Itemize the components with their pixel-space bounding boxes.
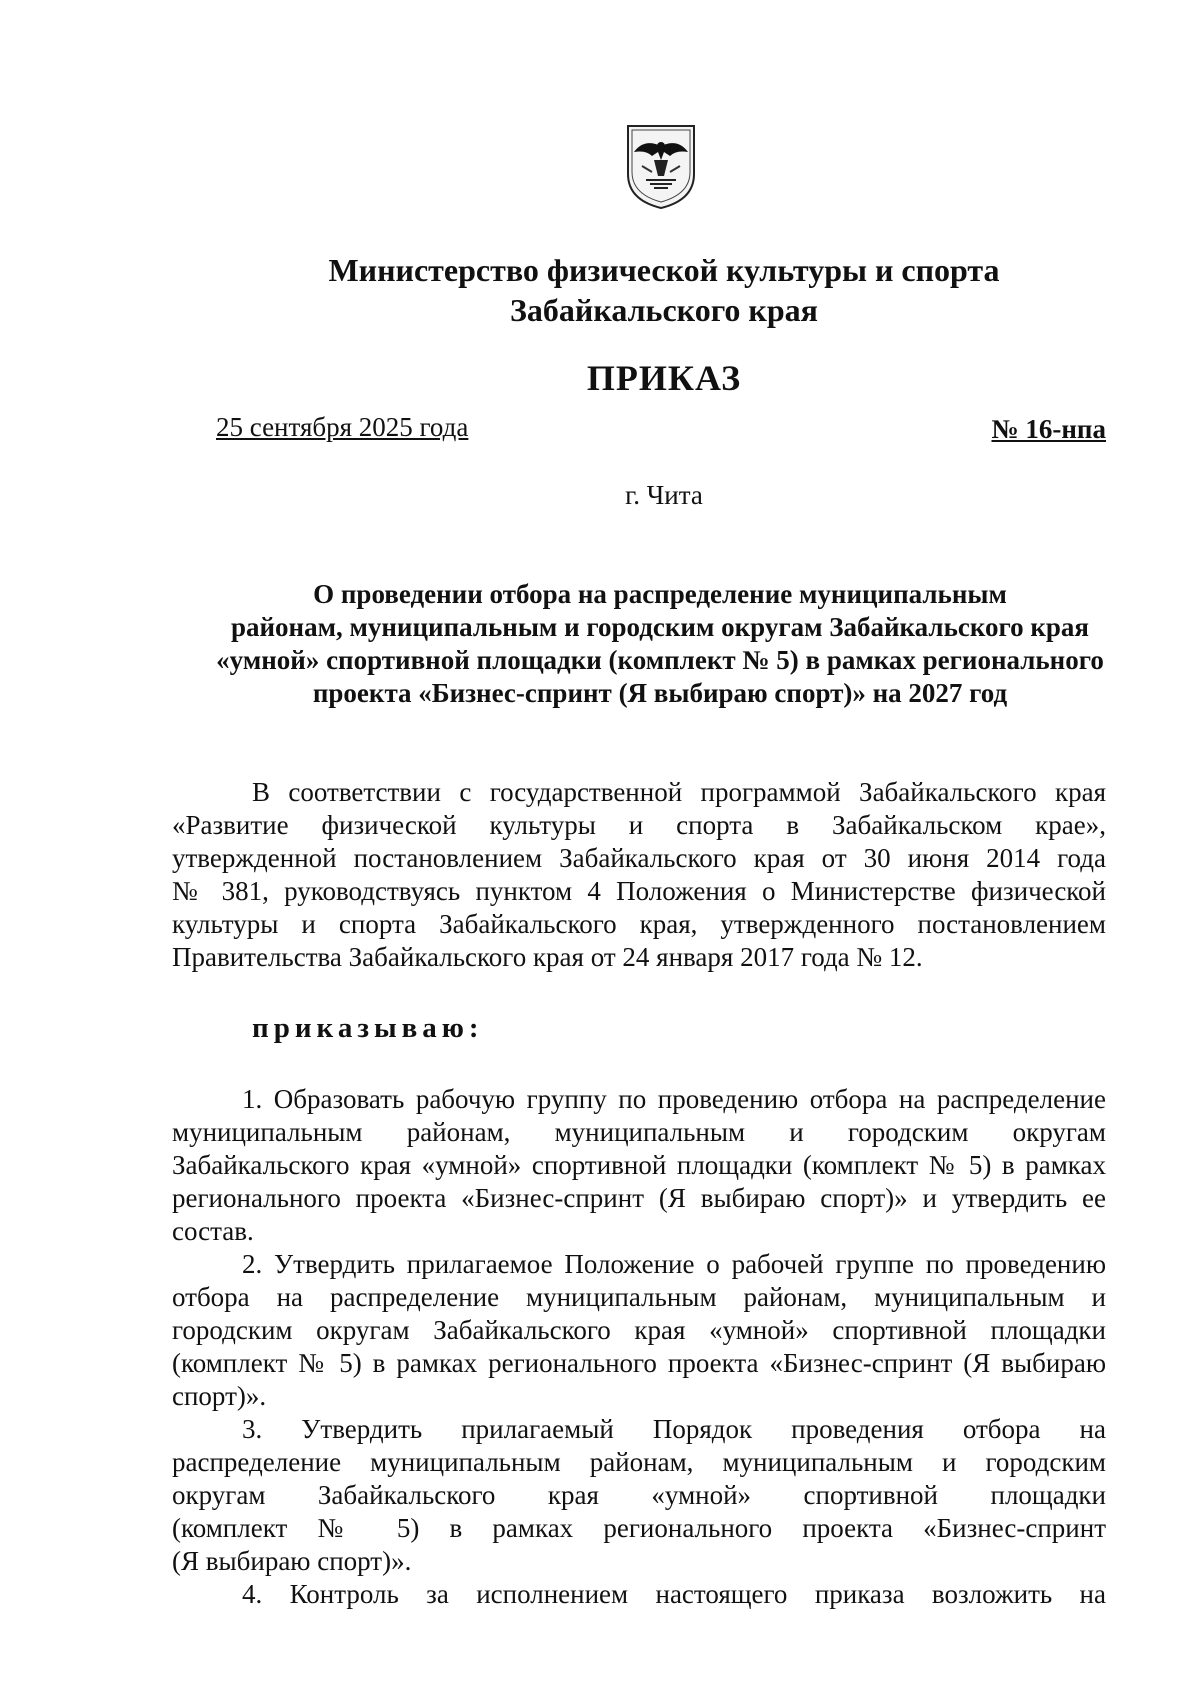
item-2-line-2: отбора на распределение муниципальным районам, муниципальным и — [172, 1282, 1106, 1312]
preamble-line-5: культуры и спорта Забайкальского края, утвержденного постановлением — [172, 909, 1106, 939]
item-2-line-4: (комплект № 5) в рамках регионального проекта «Бизнес-спринт (Я выбираю — [172, 1348, 1106, 1378]
item-3-line-3: округам Забайкальского края «умной» спортивной площадки — [172, 1480, 1106, 1510]
item-1-line-3: Забайкальского края «умной» спортивной площадки (комплект № 5) в рамках — [172, 1150, 1106, 1180]
item-2-line-5: спорт)». — [172, 1381, 267, 1411]
item-3-line-2: распределение муниципальным районам, муниципальным и городским — [172, 1447, 1106, 1477]
item-1-line-2: муниципальным районам, муниципальным и городским округам — [172, 1117, 1106, 1147]
preamble-line-1: В соответствии с государственной программой Забайкальского края — [252, 777, 1106, 807]
subject-line-3: «умной» спортивной площадки (комплект № 5) в рамках регионального — [216, 645, 1104, 675]
subject-line-2: районам, муниципальным и городским округам Забайкальского края — [230, 612, 1090, 642]
item-1-line-5: состав. — [172, 1216, 254, 1246]
preamble-line-2: «Развитие физической культуры и спорта в Забайкальском крае», — [172, 810, 1106, 840]
item-3-line-4: (комплект № 5) в рамках регионального проекта «Бизнес-спринт — [172, 1513, 1106, 1543]
item-1-line-4: регионального проекта «Бизнес-спринт (Я выбираю спорт)» и утвердить ее — [172, 1183, 1106, 1213]
item-3-line-1: 3. Утвердить прилагаемый Порядок проведения отбора на — [242, 1414, 1106, 1444]
order-date: 25 сентября 2025 года — [216, 412, 469, 442]
coat-of-arms-icon — [624, 122, 698, 210]
item-4-line-1: 4. Контроль за исполнением настоящего приказа возложить на — [242, 1579, 1106, 1609]
preamble-line-6: Правительства Забайкальского края от 24 января 2017 года № 12. — [172, 942, 923, 972]
document-type-title: ПРИКАЗ — [586, 358, 742, 398]
item-1-line-1: 1. Образовать рабочую группу по проведению отбора на распределение — [242, 1084, 1106, 1114]
subject-line-4: проекта «Бизнес-спринт (Я выбираю спорт)» на 2027 год — [312, 678, 1008, 708]
subject-line-1: О проведении отбора на распределение муниципальным — [313, 579, 1007, 609]
city-name: г. Чита — [625, 480, 703, 510]
item-2-line-1: 2. Утвердить прилагаемое Положение о рабочей группе по проведению — [242, 1249, 1106, 1279]
ministry-title-line-1: Министерство физической культуры и спорта — [328, 252, 1000, 288]
item-2-line-3: городским округам Забайкальского края «умной» спортивной площадки — [172, 1315, 1106, 1345]
preamble-line-3: утвержденной постановлением Забайкальского края от 30 июня 2014 года — [172, 843, 1106, 873]
ministry-title-line-2: Забайкальского края — [510, 292, 818, 328]
item-3-line-5: (Я выбираю спорт)». — [172, 1546, 412, 1576]
decree-word: приказываю: — [252, 1012, 484, 1044]
preamble-line-4: № 381, руководствуясь пунктом 4 Положения о Министерстве физической — [172, 876, 1106, 906]
order-number: № 16-нпа — [991, 414, 1106, 444]
